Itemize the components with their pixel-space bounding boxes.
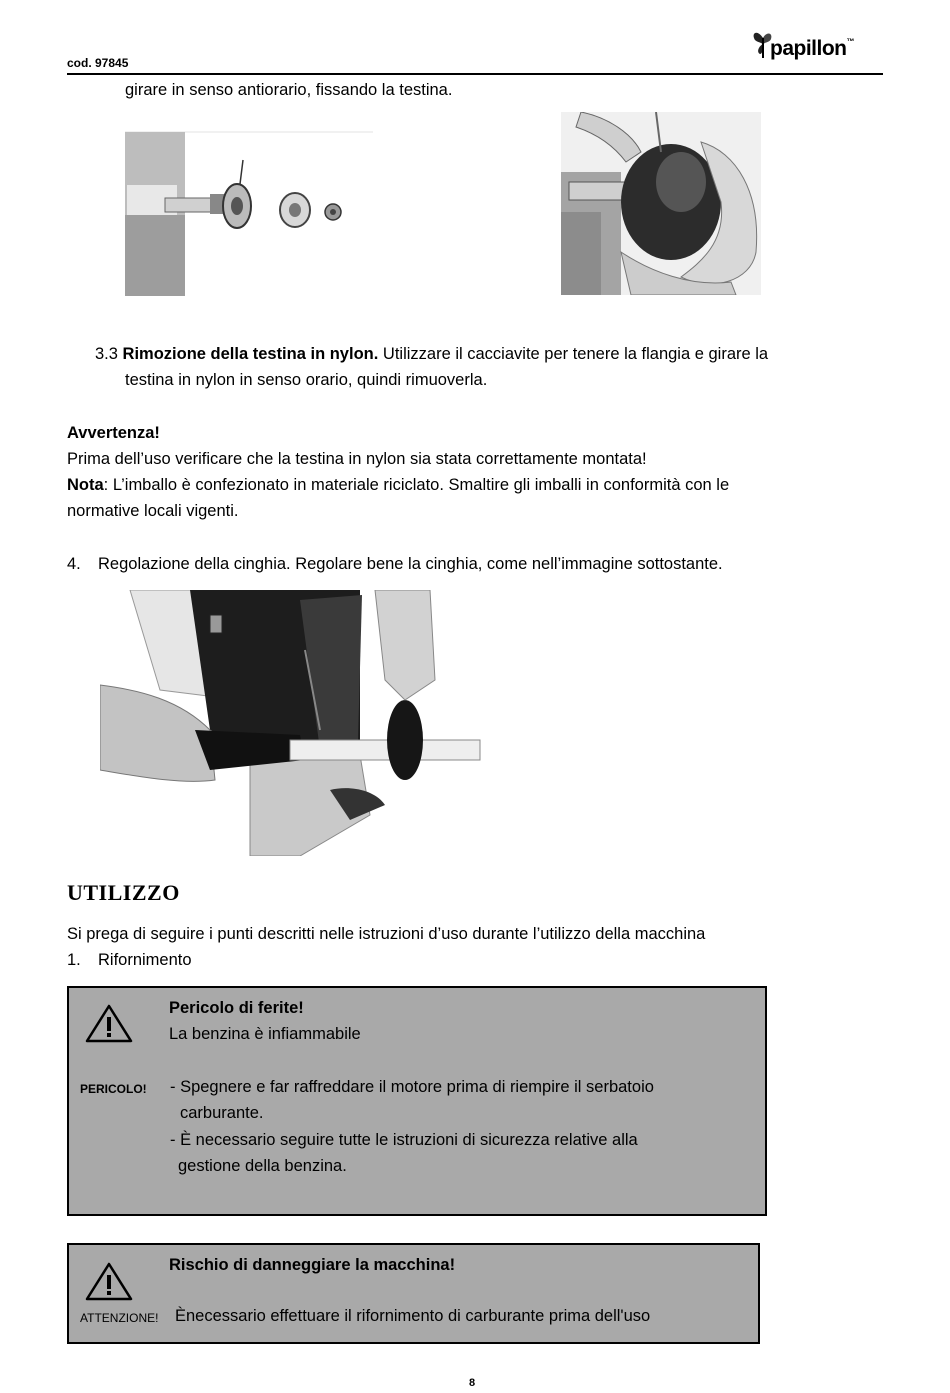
item-4-number: 4. [67, 555, 81, 573]
nota-line: Nota: L’imballo è confezionato in materiale riciclato. Smaltire gli imballi in conformità con le [67, 476, 730, 494]
nota-line-2: normative locali vigenti. [67, 502, 239, 520]
danger-box-title: Pericolo di ferite! [169, 999, 304, 1017]
hands-holding-nylon-head-photo [561, 112, 761, 295]
harness-adjustment-photo [100, 590, 488, 856]
caution-box-title: Rischio di danneggiare la macchina! [169, 1256, 456, 1274]
brand-name: papillon™ [770, 37, 854, 60]
header-rule [67, 73, 883, 75]
section-3-3-title: Rimozione della testina in nylon. [122, 345, 379, 363]
document-code: cod. 97845 [67, 56, 129, 70]
page-number: 8 [469, 1377, 476, 1389]
warning-triangle-icon [84, 1002, 134, 1044]
trimmer-head-disassembly-photo [125, 130, 373, 296]
warning-line: Prima dell’uso verificare che la testina in nylon sia stata correttamente montata! [67, 450, 647, 468]
danger-line-2: carburante. [180, 1104, 264, 1122]
danger-line-3: - È necessario seguire tutte le istruzioni di sicurezza relative alla [170, 1131, 638, 1149]
warning-title: Avvertenza! [67, 424, 160, 442]
utilizzo-item-1-number: 1. [67, 951, 81, 969]
section-3-3-line2: testina in nylon in senso orario, quindi rimuoverla. [125, 371, 488, 389]
danger-box-subtitle: La benzina è infiammabile [169, 1025, 361, 1043]
warning-triangle-icon [84, 1260, 134, 1302]
danger-box [67, 986, 767, 1216]
nota-label: Nota [67, 476, 104, 494]
danger-label: PERICOLO! [80, 1082, 147, 1096]
caution-label: ATTENZIONE! [80, 1311, 159, 1325]
utilizzo-intro: Si prega di seguire i punti descritti nelle istruzioni d’uso durante l’utilizzo della macchina [67, 925, 706, 943]
section-heading-utilizzo: UTILIZZO [67, 880, 180, 905]
caution-text: Ènecessario effettuare il rifornimento di carburante prima dell'uso [175, 1307, 651, 1325]
section-3-3-line1: 3.3 Rimozione della testina in nylon. Utilizzare il cacciavite per tenere la flangia e girare la [95, 345, 769, 363]
danger-line-1: - Spegnere e far raffreddare il motore prima di riempire il serbatoio [170, 1078, 654, 1096]
caution-box [67, 1243, 760, 1344]
intro-line: girare in senso antiorario, fissando la testina. [125, 81, 453, 99]
utilizzo-item-1-text: Rifornimento [98, 951, 192, 969]
item-4-text: Regolazione della cinghia. Regolare bene la cinghia, come nell’immagine sottostante. [98, 555, 723, 573]
danger-line-4: gestione della benzina. [178, 1157, 347, 1175]
